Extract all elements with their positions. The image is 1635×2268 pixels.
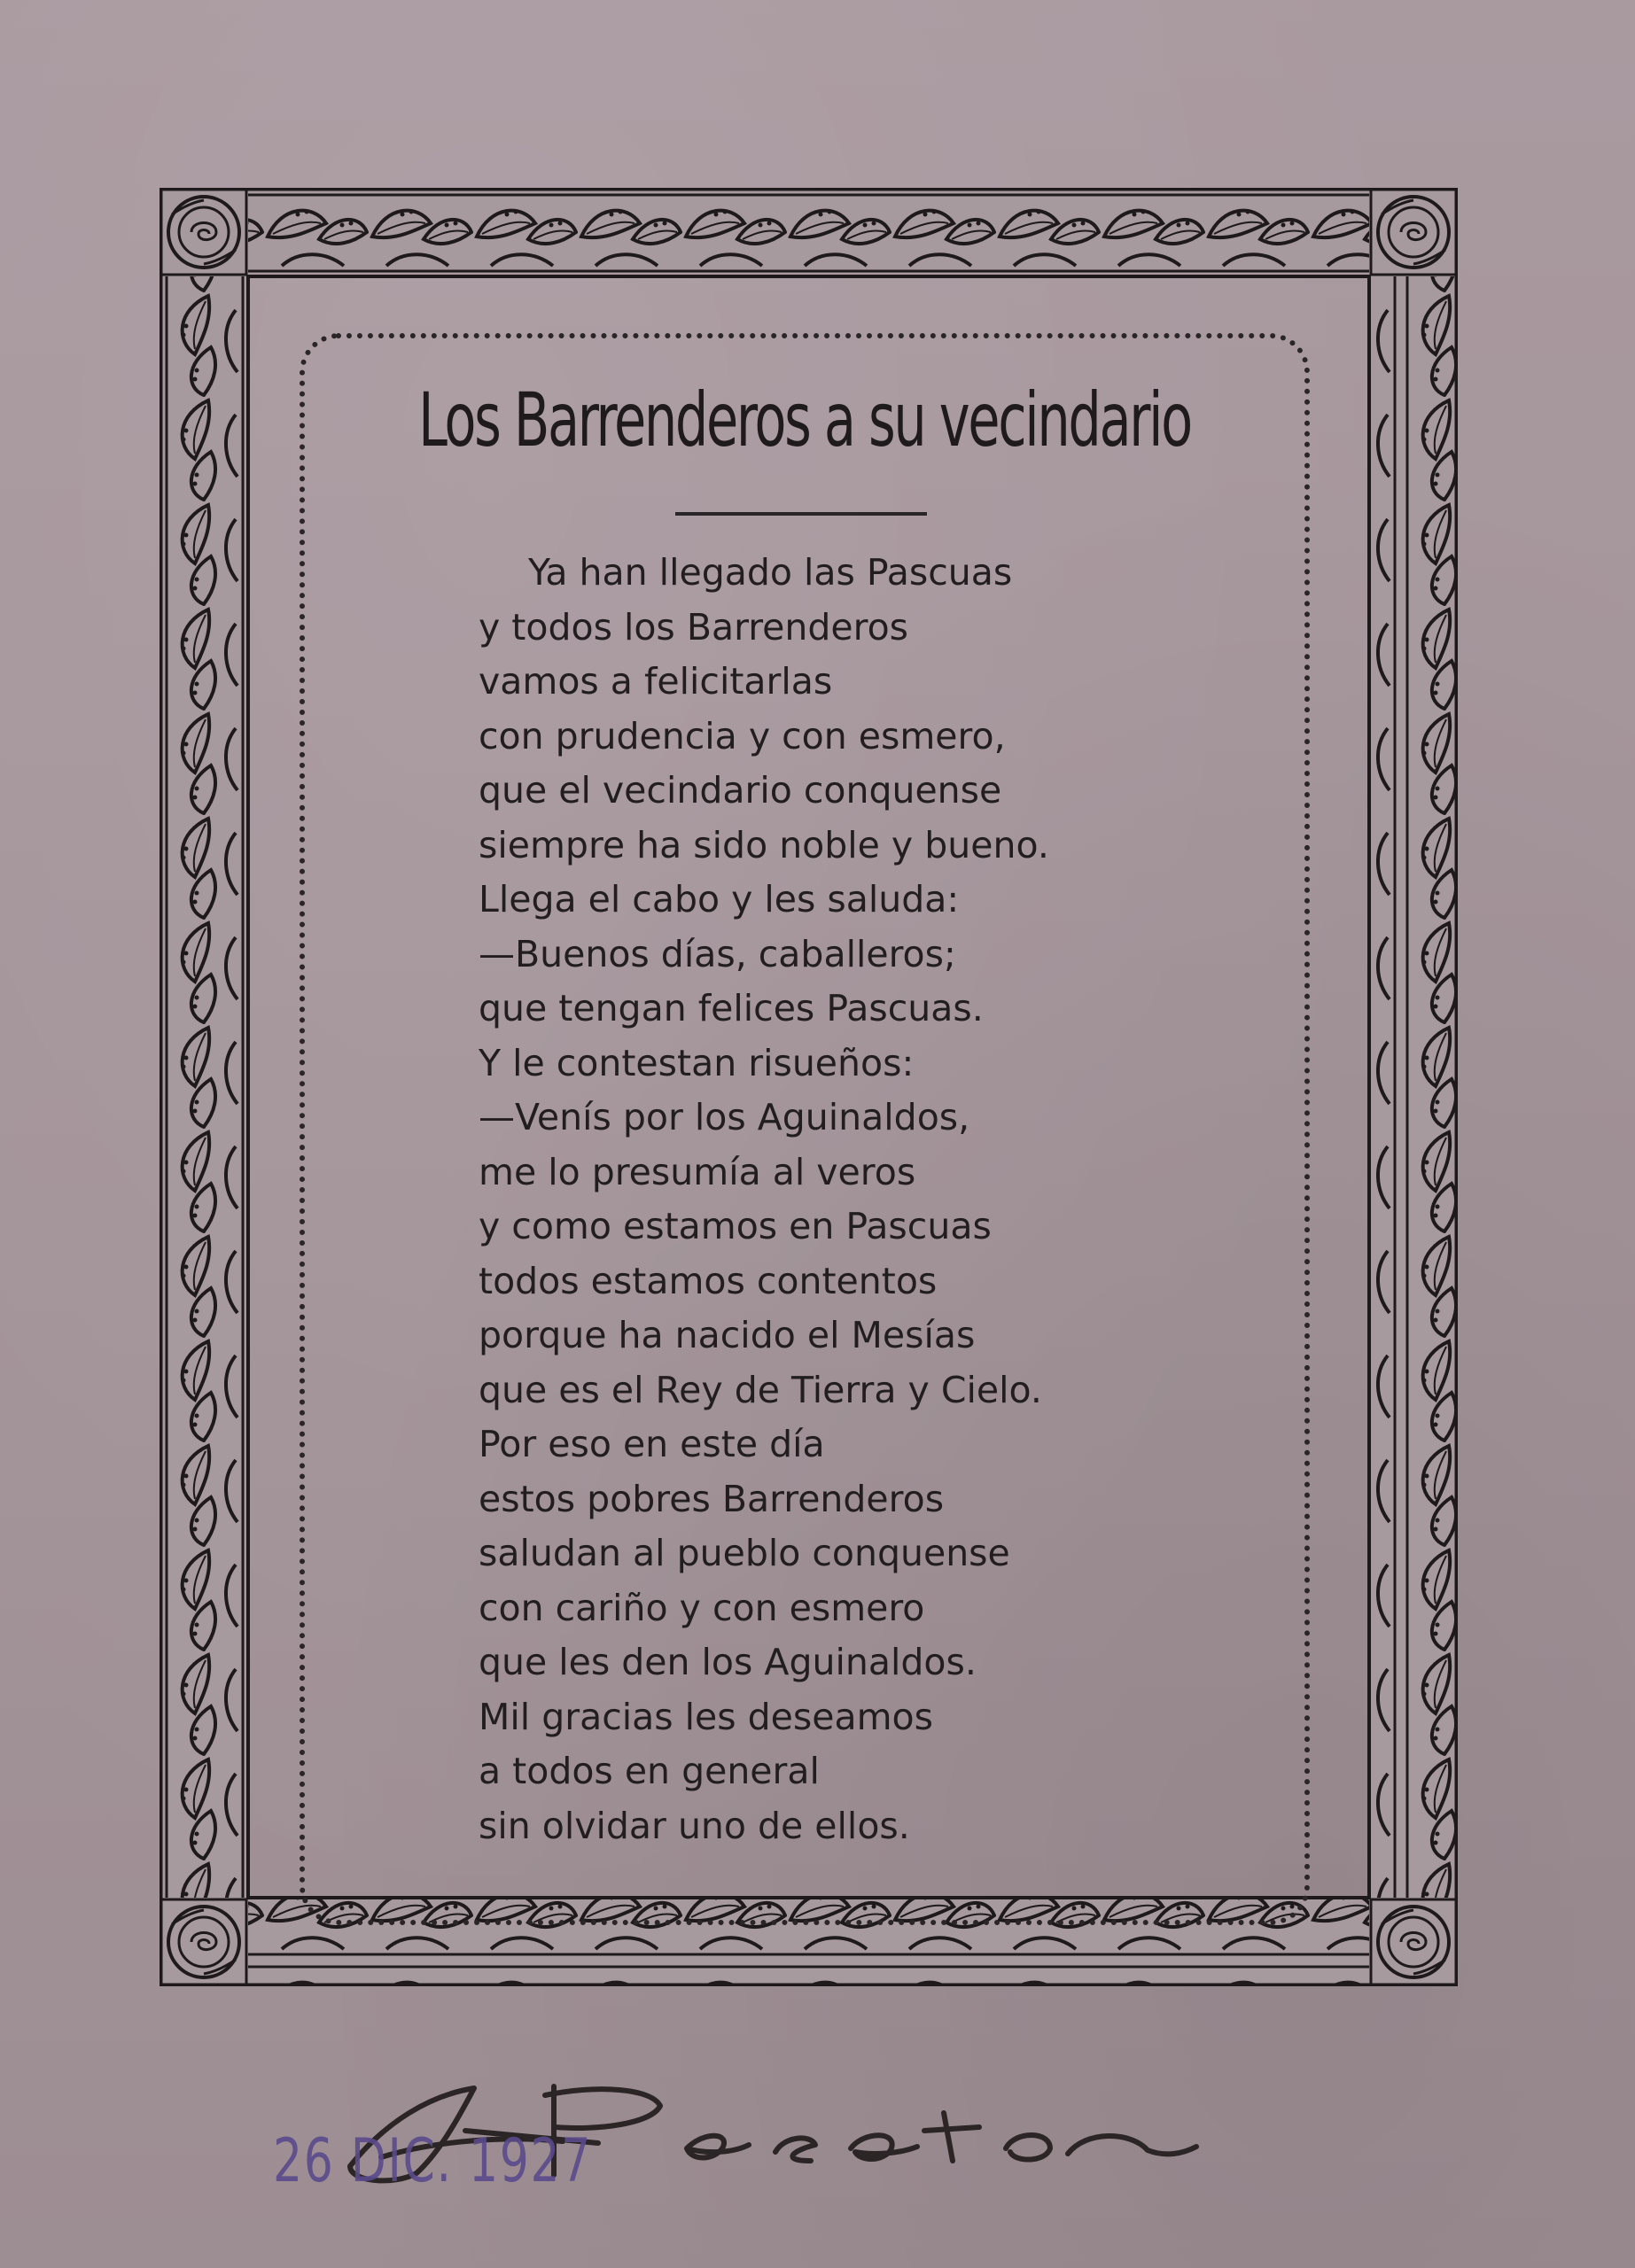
poem-line: sin olvidar uno de ellos. [479,1804,910,1847]
poem-text [479,546,1294,1853]
poem-line: estos pobres Barrenderos [479,1477,945,1520]
poem-line: a todos en general [479,1750,820,1792]
poem-line: y como estamos en Pascuas [479,1205,992,1247]
poem-line: vamos a felicitarlas [479,660,833,703]
poem-line: Mil gracias les deseamos [479,1695,934,1738]
poem-line: todos estamos contentos [479,1259,938,1302]
poem-line: siempre ha sido noble y bueno. [479,823,1049,866]
poem-line: con cariño y con esmero [479,1586,925,1629]
poem-line: Llega el cabo y les saluda: [479,878,960,920]
poem-line: con prudencia y con esmero, [479,714,1006,757]
poem-line: que es el Rey de Tierra y Cielo. [479,1368,1042,1411]
poem-line: Ya han llegado las Pascuas [528,551,1013,594]
poem-line: porque ha nacido el Mesías [479,1314,976,1356]
poem-line: Por eso en este día [479,1423,825,1465]
poem-line: Y le contestan risueños: [479,1041,915,1084]
poem-line: que el vecindario conquense [479,769,1002,812]
poem-line: me lo presumía al veros [479,1150,916,1193]
poem-line: que les den los Aguinaldos. [479,1641,977,1683]
date-stamp: 26 DIC. 1927 [273,2126,593,2196]
poem-line: y todos los Barrenderos [479,605,909,649]
poem-line: que tengan felices Pascuas. [479,987,984,1029]
poem-line: —Venís por los Aguinaldos, [479,1096,970,1138]
poem-line: —Buenos días, caballeros; [479,932,956,975]
poem-line: saludan al pueblo conquense [479,1532,1010,1574]
title-underline [675,512,927,516]
document-title: Los Barrenderos a su vecindario [418,377,1191,463]
